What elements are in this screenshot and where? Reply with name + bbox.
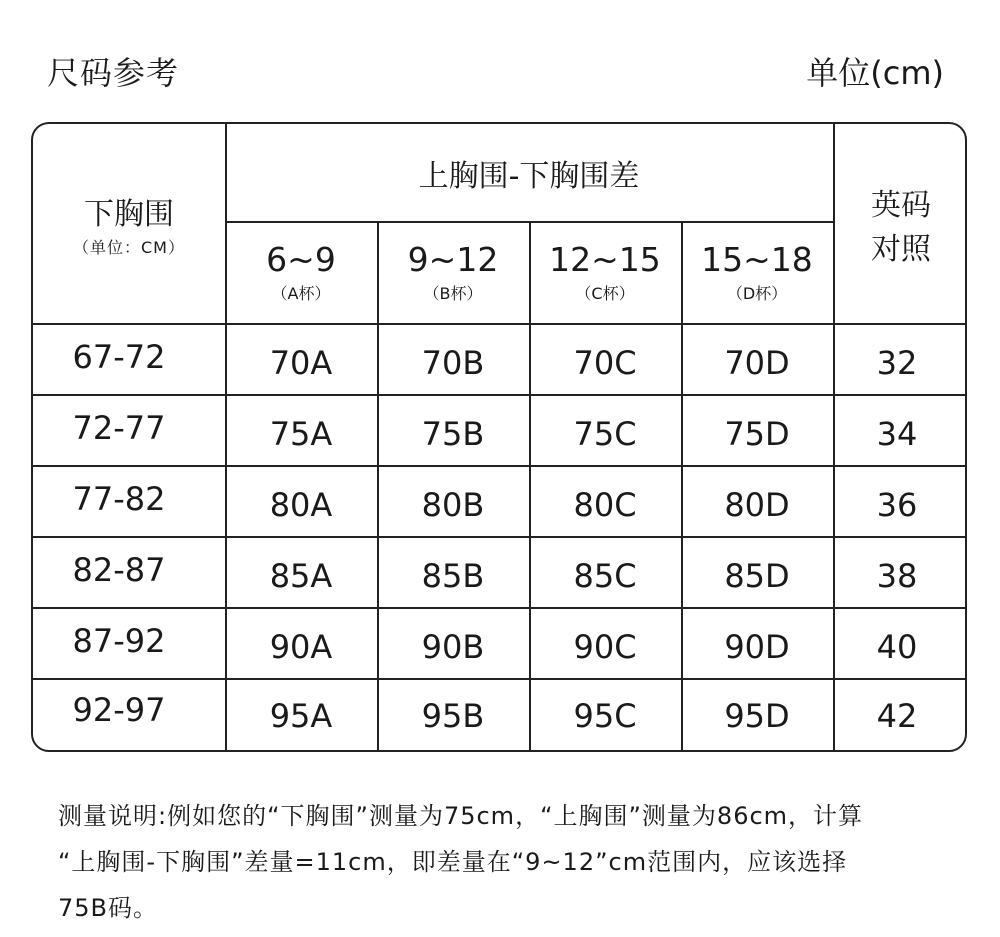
size-cell: 75C [573, 414, 637, 453]
note-line: 测量说明:例如您的“下胸围”测量为75cm，“上胸围”测量为86cm，计算 [58, 802, 864, 830]
underbust-cell: 67-72 [72, 338, 166, 376]
cup-label: （C杯） [575, 284, 635, 303]
header-range-c [529, 221, 681, 323]
size-cell: 80B [421, 485, 485, 524]
header-underbust-unit: （单位：CM） [73, 238, 185, 257]
size-cell: 85B [421, 556, 485, 595]
size-cell: 75D [724, 414, 790, 453]
size-cell: 70B [421, 343, 485, 382]
size-cell: 75B [421, 414, 485, 453]
header-range-b [377, 221, 529, 323]
cup-label: （D杯） [726, 284, 788, 303]
size-cell: 85A [269, 556, 333, 595]
size-cell: 90C [573, 627, 637, 666]
header-intl [833, 124, 967, 323]
cup-label: （B杯） [423, 284, 483, 303]
size-cell: 90D [724, 627, 790, 666]
uk-size-cell: 38 [876, 556, 918, 595]
cup-label: （A杯） [271, 284, 331, 303]
size-cell: 90A [269, 627, 333, 666]
header-underbust [33, 124, 225, 323]
header-range-a [225, 221, 377, 323]
header-underbust-label: 下胸围 [84, 197, 174, 232]
page-title: 尺码参考 [47, 54, 180, 92]
range-value: 6~9 [266, 240, 336, 279]
header-intl-line2: 对照 [871, 231, 931, 267]
header-range-d [681, 221, 833, 323]
note-line: “上胸围-下胸围”差量=11cm，即差量在“9~12”cm范围内，应该选择 [58, 848, 848, 876]
range-value: 12~15 [549, 240, 661, 279]
size-cell: 95D [724, 697, 790, 735]
size-cell: 95B [421, 697, 485, 735]
size-cell: 95C [573, 697, 637, 735]
size-cell: 80A [269, 485, 333, 524]
range-value: 9~12 [407, 240, 499, 279]
size-cell: 95A [269, 697, 333, 735]
underbust-cell: 92-97 [72, 691, 166, 729]
size-cell: 70A [269, 343, 333, 382]
size-cell: 80C [573, 485, 637, 524]
uk-size-cell: 36 [876, 485, 918, 524]
size-cell: 85D [724, 556, 790, 595]
underbust-cell: 72-77 [72, 409, 166, 447]
size-table [31, 122, 967, 752]
size-cell: 75A [269, 414, 333, 453]
underbust-cell: 87-92 [72, 622, 166, 660]
size-cell: 85C [573, 556, 637, 595]
size-cell: 90B [421, 627, 485, 666]
header-intl-line1: 英码 [871, 187, 931, 223]
underbust-cell: 77-82 [72, 480, 166, 518]
uk-size-cell: 42 [876, 697, 918, 735]
uk-size-cell: 32 [876, 343, 918, 382]
header-diff-label: 上胸围-下胸围差 [418, 158, 640, 194]
size-cell: 70D [724, 343, 790, 382]
uk-size-cell: 40 [876, 627, 918, 666]
note-line: 75B码。 [58, 894, 159, 922]
range-value: 15~18 [701, 240, 813, 279]
size-cell: 70C [573, 343, 637, 382]
header-diff [225, 124, 833, 221]
underbust-cell: 82-87 [72, 551, 166, 589]
uk-size-cell: 34 [876, 414, 918, 453]
unit-label: 单位(cm) [806, 54, 944, 92]
measurement-note [58, 793, 958, 931]
size-cell: 80D [724, 485, 790, 524]
